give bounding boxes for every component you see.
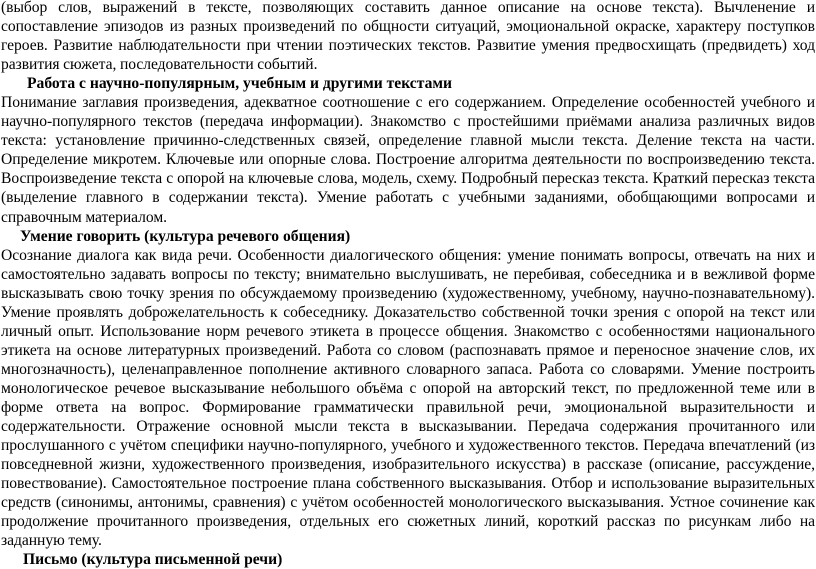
document-page [1,0,815,569]
paragraph-speaking-skills: Осознание диалога как вида речи. Особенности диалогического общения: умение понимать вопросы, отвечать на них и самостоятельно задавать вопросы по тексту; внимательно выслушивать, не перебивая, собеседника и в вежливой форме высказывать свою точку зрения по обсуждаемому произведению (художественному, учебному, научно-познавательному). Умение проявлять доброжелательность к собеседнику. Доказательство собственной точки зрения с опорой на текст или личный опыт. Использование норм речевого этикета в процессе общения. Знакомство с особенностями национального этикета на основе литературных произведений. Работа со словом (распознавать прямое и переносное значение слов, их многозначность), целенаправленное пополнение активного словарного запаса. Работа со словарями. Умение построить монологическое речевое высказывание небольшого объёма с опорой на авторский текст, по предложенной теме или в форме ответа на вопрос. Формирование грамматически правильной речи, эмоциональной выразительности и содержательности. Отражение основной мысли текста в высказывании. Передача содержания прочитанного или прослушанного с учётом специфики научно-популярного, учебного и художественного текстов. Передача впечатлений (из повседневной жизни, художественного произведения, изобразительного искусства) в рассказе (описание, рассуждение, повествование). Самостоятельное построение плана собственного высказывания. Отбор и использование выразительных средств (синонимы, антонимы, сравнения) с учётом особенностей монологического высказывания. Устное сочинение как продолжение прочитанного произведения, отдельных его сюжетных линий, короткий рассказ по рисункам либо на заданную тему. [1,246,815,550]
section-heading-writing: Письмо (культура письменной речи) [23,551,283,569]
paragraph-popular-science-texts: Понимание заглавия произведения, адекватное соотношение с его содержанием. Определение особенностей учебного и научно-популярного текстов (передача информации). Знакомство с простейшими приёмами анализа различных видов текста: установление причинно-следственных связей, определение главной мысли текста. Деление текста на части. Определение микротем. Ключевые или опорные слова. Построение алгоритма деятельности по воспроизведению текста. Воспроизведение текста с опорой на ключевые слова, модель, схему. Подробный пересказ текста. Краткий пересказ текста (выделение главного в содержании текста). Умение работать с учебными заданиями, обобщающими вопросами и справочным материалом. [1,94,815,226]
section-heading-popular-science-texts: Работа с научно-популярным, учебным и другими текстами [27,75,452,93]
paragraph-reading-skills-continued: (выбор слов, выражений в тексте, позволяющих составить данное описание на основе текста). Вычленение и сопоставление эпизодов из разных произведений по общности ситуаций, эмоциональной окраске, характеру поступков героев. Развитие наблюдательности при чтении поэтических текстов. Развитие умения предвосхищать (предвидеть) ход развития сюжета, последовательности событий. [1,0,815,74]
section-heading-speaking-skills: Умение говорить (культура речевого общения) [20,227,351,245]
